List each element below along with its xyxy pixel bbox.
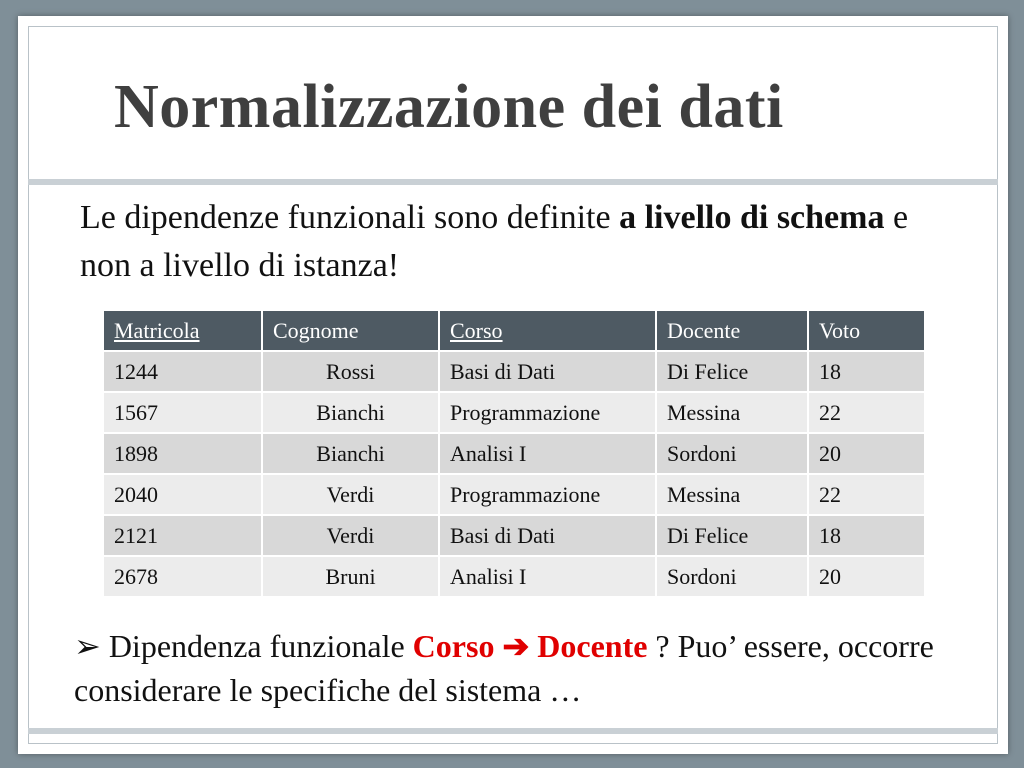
functional-dependency-table bbox=[102, 309, 926, 598]
cell-matricola: 2040 bbox=[103, 474, 262, 515]
slide-title: Normalizzazione dei dati bbox=[114, 73, 784, 141]
cell-docente: Messina bbox=[656, 392, 808, 433]
cell-corso: Basi di Dati bbox=[439, 351, 656, 392]
cell-cognome: Verdi bbox=[262, 474, 439, 515]
header-corso: Corso bbox=[439, 310, 656, 351]
cell-matricola: 2678 bbox=[103, 556, 262, 597]
cell-corso: Programmazione bbox=[439, 474, 656, 515]
cell-cognome: Bianchi bbox=[262, 392, 439, 433]
intro-bold: a livello di schema bbox=[619, 199, 885, 236]
table-header-row bbox=[103, 310, 925, 351]
cell-docente: Sordoni bbox=[656, 556, 808, 597]
cell-voto: 22 bbox=[808, 392, 925, 433]
intro-part2: e non a livello di istanza! bbox=[80, 199, 909, 284]
note-part1: Dipendenza funzionale bbox=[108, 628, 413, 664]
cell-voto: 20 bbox=[808, 556, 925, 597]
cell-corso: Analisi I bbox=[439, 556, 656, 597]
cell-corso: Basi di Dati bbox=[439, 515, 656, 556]
cell-docente: Sordoni bbox=[656, 433, 808, 474]
cell-cognome: Rossi bbox=[262, 351, 439, 392]
header-voto: Voto bbox=[808, 310, 925, 351]
title-divider bbox=[28, 179, 998, 185]
table-row bbox=[103, 351, 925, 392]
table-row bbox=[103, 515, 925, 556]
cell-cognome: Bianchi bbox=[262, 433, 439, 474]
cell-docente: Messina bbox=[656, 474, 808, 515]
header-cognome: Cognome bbox=[262, 310, 439, 351]
intro-text bbox=[80, 194, 940, 290]
table-row bbox=[103, 433, 925, 474]
right-arrow-icon: ➔ bbox=[502, 628, 530, 664]
cell-cognome: Verdi bbox=[262, 515, 439, 556]
slide bbox=[18, 16, 1008, 754]
cell-corso: Programmazione bbox=[439, 392, 656, 433]
header-matricola: Matricola bbox=[103, 310, 262, 351]
cell-docente: Di Felice bbox=[656, 515, 808, 556]
cell-matricola: 1898 bbox=[103, 433, 262, 474]
cell-matricola: 1244 bbox=[103, 351, 262, 392]
cell-voto: 22 bbox=[808, 474, 925, 515]
cell-voto: 20 bbox=[808, 433, 925, 474]
table-row bbox=[103, 556, 925, 597]
dependency-note bbox=[74, 624, 954, 712]
cell-voto: 18 bbox=[808, 515, 925, 556]
cell-docente: Di Felice bbox=[656, 351, 808, 392]
cell-corso: Analisi I bbox=[439, 433, 656, 474]
table-row bbox=[103, 474, 925, 515]
cell-matricola: 1567 bbox=[103, 392, 262, 433]
highlight-docente: Docente bbox=[537, 628, 648, 664]
cell-voto: 18 bbox=[808, 351, 925, 392]
note-part2: ? Puo’ essere, occorre considerare le specifiche del sistema … bbox=[74, 628, 934, 708]
intro-part1: Le dipendenze funzionali sono definite bbox=[80, 199, 620, 236]
cell-matricola: 2121 bbox=[103, 515, 262, 556]
highlight-corso: Corso bbox=[412, 628, 495, 664]
arrow-bullet-icon: ➢ bbox=[74, 628, 101, 664]
footer-divider bbox=[28, 728, 998, 734]
table-row bbox=[103, 392, 925, 433]
cell-cognome: Bruni bbox=[262, 556, 439, 597]
header-docente: Docente bbox=[656, 310, 808, 351]
